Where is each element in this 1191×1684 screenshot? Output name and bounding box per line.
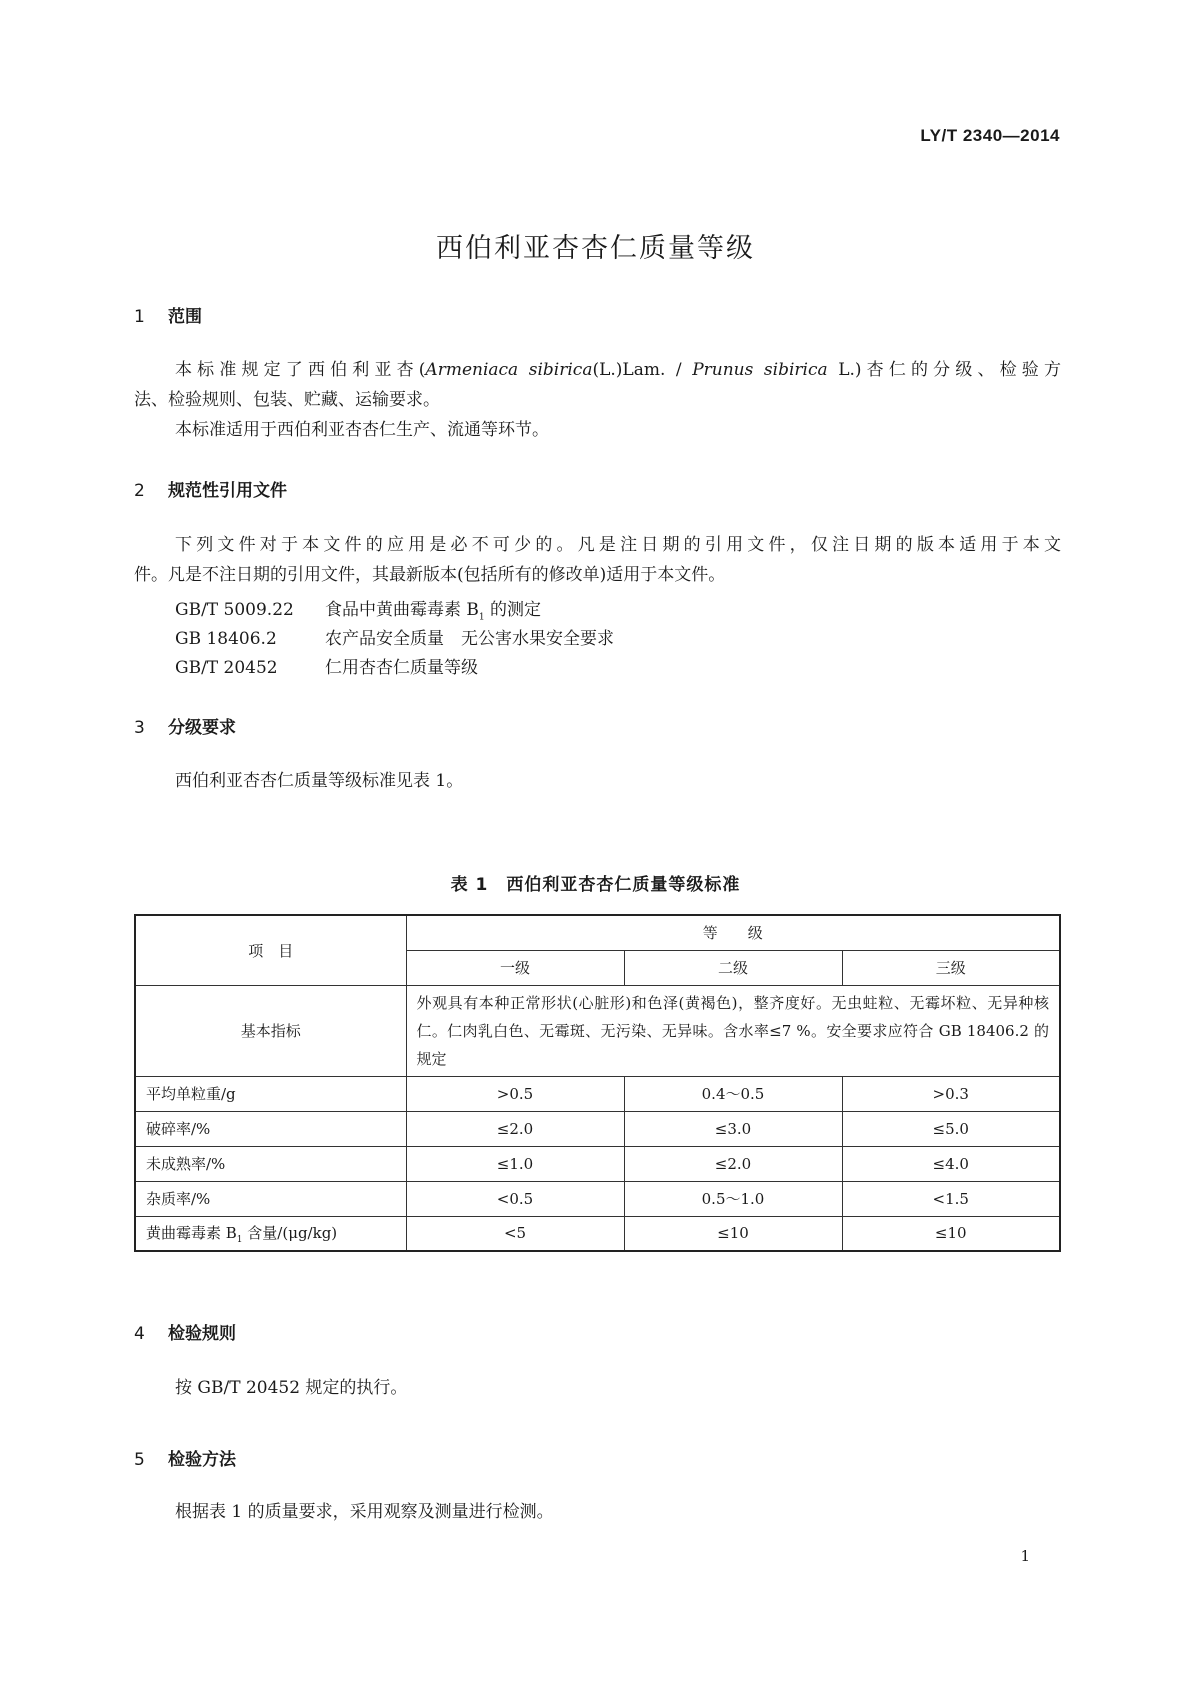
reference-item [175,653,478,678]
cell-value: ≤2.0 [406,1111,624,1146]
table-row [135,985,1060,1076]
cell-value: <1.5 [842,1181,1060,1216]
row-label [135,1216,406,1251]
latin-name: Armeniaca sibirica [425,360,593,380]
table-row [135,1216,1060,1251]
section-1-para-1-line-2: 法、检验规则、包装、贮藏、运输要求。 [134,390,440,410]
cell-value: 0.5～1.0 [624,1181,842,1216]
text-run: 本标准规定了西伯利亚杏( [175,360,426,380]
reference-code: GB/T 20452 [175,658,278,678]
section-1-para-2: 本标准适用于西伯利亚杏杏仁生产、流通等环节。 [175,420,549,440]
cell-value: <5 [406,1216,624,1251]
section-2-para-1-line-2: 件。凡是不注日期的引用文件，其最新版本(包括所有的修改单)适用于本文件。 [134,565,726,585]
section-3-heading [134,713,236,738]
grade-table [134,914,1061,1252]
section-title: 规范性引用文件 [168,481,287,501]
section-number: 2 [134,481,145,501]
grade-label: 三级 [842,950,1060,985]
reference-title: 农产品安全质量 无公害水果安全要求 [325,629,614,649]
row-label: 杂质率/% [135,1181,406,1216]
cell-value: ≤3.0 [624,1111,842,1146]
cell-value: 0.4～0.5 [624,1076,842,1111]
cell-value: ≤10 [624,1216,842,1251]
section-title: 检验方法 [168,1450,236,1470]
section-2-para-1-line-1 [134,530,1061,560]
section-title: 分级要求 [168,718,236,738]
reference-title: 的测定 [484,600,542,620]
section-5-para-1: 根据表 1 的质量要求，采用观察及测量进行检测。 [175,1502,554,1522]
section-5-heading [134,1445,236,1470]
text-run: 下列文件对于本文件的应用是必不可少的。凡是注日期的引用文件，仅注日期的版本适用于本文 [175,535,1061,555]
subscript: 1 [478,612,485,623]
cell-value: >0.3 [842,1076,1060,1111]
table-row [135,1076,1060,1111]
header-item: 项 目 [135,915,406,985]
section-2-heading [134,476,287,501]
text-run: (L.)Lam. / [592,360,693,380]
table-header-row [135,915,1060,950]
table-row [135,1146,1060,1181]
latin-name: Prunus sibirica [692,360,828,380]
row-label: 破碎率/% [135,1111,406,1146]
cell-value: ≤5.0 [842,1111,1060,1146]
section-4-para-1: 按 GB/T 20452 规定的执行。 [175,1378,408,1398]
cell-value: ≤2.0 [624,1146,842,1181]
cell-value: <0.5 [406,1181,624,1216]
page-number: 1 [1020,1547,1030,1565]
section-3-para-1: 西伯利亚杏杏仁质量等级标准见表 1。 [175,771,464,791]
basic-label: 基本指标 [135,985,406,1076]
cell-value: >0.5 [406,1076,624,1111]
section-title: 检验规则 [168,1324,236,1344]
cell-value: ≤4.0 [842,1146,1060,1181]
reference-item [175,595,541,622]
reference-code: GB 18406.2 [175,629,277,649]
grade-label: 一级 [406,950,624,985]
cell-value: ≤1.0 [406,1146,624,1181]
section-number: 3 [134,718,145,738]
text-run: 黄曲霉毒素 B [146,1223,237,1242]
grade-label: 二级 [624,950,842,985]
table-row [135,1181,1060,1216]
section-number: 5 [134,1450,145,1470]
reference-item [175,624,614,649]
row-label: 未成熟率/% [135,1146,406,1181]
subscript: 1 [236,1234,243,1245]
basic-description: 外观具有本种正常形状(心脏形)和色泽(黄褐色)，整齐度好。无虫蛀粒、无霉坏粒、无异种核仁。仁肉乳白色、无霉斑、无污染、无异味。含水率≤7 %。安全要求应符合 GB 18406.2 的规定 [406,985,1060,1076]
text-run: 含量/(μg/kg) [242,1223,338,1242]
table-caption: 表 1 西伯利亚杏杏仁质量等级标准 [450,875,741,895]
section-1-para-1-line-1 [134,355,1061,385]
reference-title: 仁用杏杏仁质量等级 [325,658,478,678]
cell-value: ≤10 [842,1216,1060,1251]
document-title: 西伯利亚杏杏仁质量等级 [436,233,755,264]
header-grade: 等 级 [406,915,1060,950]
section-number: 4 [134,1324,145,1344]
text-run: L.)杏仁的分级、检验方 [827,360,1061,380]
section-1-heading [134,302,202,327]
reference-title: 食品中黄曲霉毒素 B [325,600,479,620]
section-number: 1 [134,307,145,327]
section-4-heading [134,1319,236,1344]
row-label: 平均单粒重/g [135,1076,406,1111]
standard-code: LY/T 2340—2014 [920,126,1060,145]
reference-code: GB/T 5009.22 [175,600,294,620]
section-title: 范围 [168,307,202,327]
table-row [135,1111,1060,1146]
